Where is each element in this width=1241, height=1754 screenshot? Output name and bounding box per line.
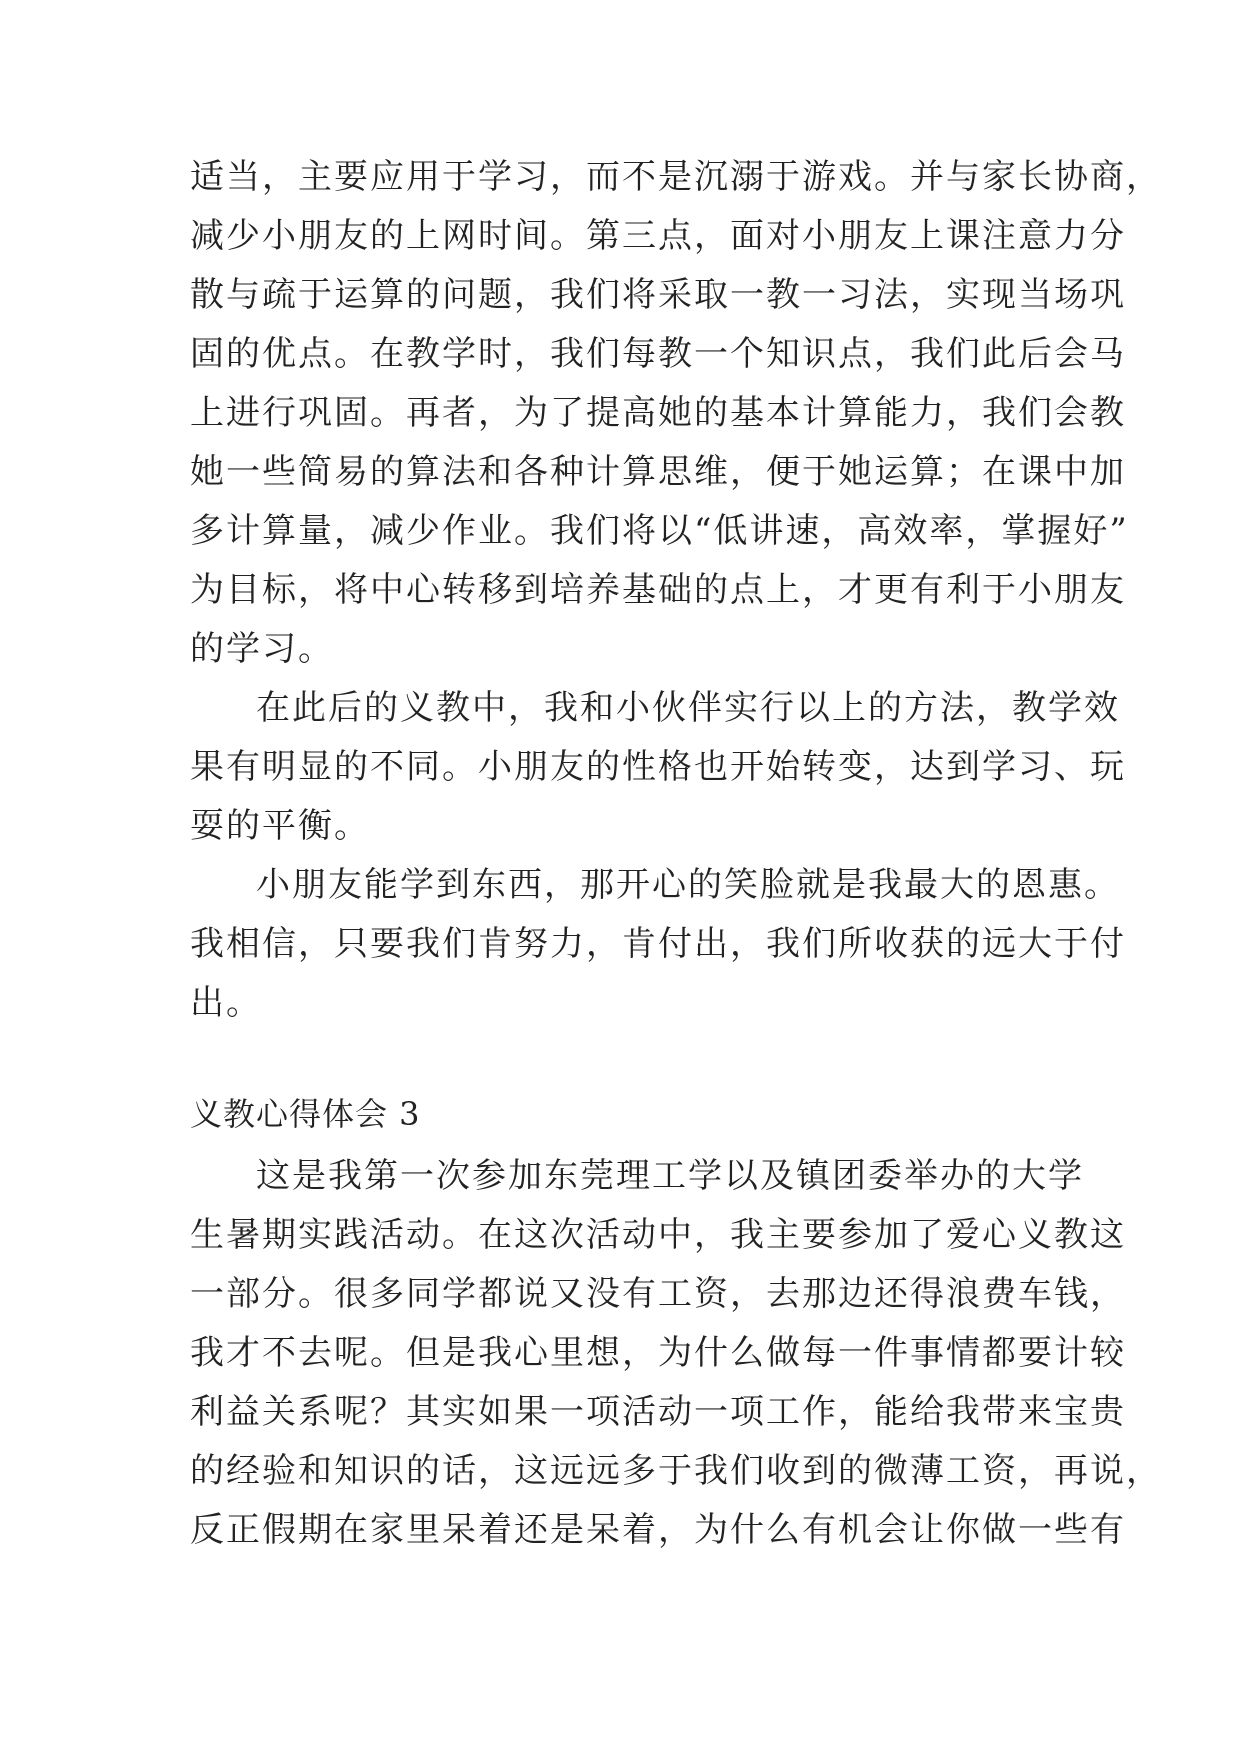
text-line: 为目标，将中心转移到培养基础的点上，才更有利于小朋友	[190, 570, 1126, 610]
text-line: 散与疏于运算的问题，我们将采取一教一习法，实现当场巩	[190, 275, 1126, 315]
text-line: 出。	[190, 983, 262, 1023]
text-line: 的学习。	[190, 629, 334, 669]
text-line: 她一些简易的算法和各种计算思维，便于她运算；在课中加	[190, 452, 1126, 492]
text-line: 果有明显的不同。小朋友的性格也开始转变，达到学习、玩	[190, 747, 1126, 787]
text-line: 多计算量，减少作业。我们将以“低讲速，高效率，掌握好”	[190, 511, 1129, 551]
text-line: 生暑期实践活动。在这次活动中，我主要参加了爱心义教这	[190, 1215, 1126, 1255]
text-line: 适当，主要应用于学习，而不是沉溺于游戏。并与家长协商，	[190, 157, 1162, 197]
paragraph-first-line: 这是我第一次参加东莞理工学以及镇团委举办的大学	[256, 1156, 1084, 1196]
text-line: 减少小朋友的上网时间。第三点，面对小朋友上课注意力分	[190, 216, 1126, 256]
text-line: 我相信，只要我们肯努力，肯付出，我们所收获的远大于付	[190, 924, 1126, 964]
paragraph-first-line: 小朋友能学到东西，那开心的笑脸就是我最大的恩惠。	[256, 865, 1120, 905]
text-line: 一部分。很多同学都说又没有工资，去那边还得浪费车钱，	[190, 1274, 1126, 1314]
text-line: 反正假期在家里呆着还是呆着，为什么有机会让你做一些有	[190, 1510, 1126, 1550]
text-line: 上进行巩固。再者，为了提高她的基本计算能力，我们会教	[190, 393, 1126, 433]
text-line: 我才不去呢。但是我心里想，为什么做每一件事情都要计较	[190, 1333, 1126, 1373]
text-line: 利益关系呢？其实如果一项活动一项工作，能给我带来宝贵	[190, 1392, 1126, 1432]
text-line: 的经验和知识的话，这远远多于我们收到的微薄工资，再说，	[190, 1451, 1162, 1491]
text-line: 固的优点。在教学时，我们每教一个知识点，我们此后会马	[190, 334, 1126, 374]
text-line: 耍的平衡。	[190, 806, 370, 846]
section-heading: 义教心得体会 3	[190, 1095, 421, 1133]
paragraph-first-line: 在此后的义教中，我和小伙伴实行以上的方法，教学效	[256, 688, 1120, 728]
